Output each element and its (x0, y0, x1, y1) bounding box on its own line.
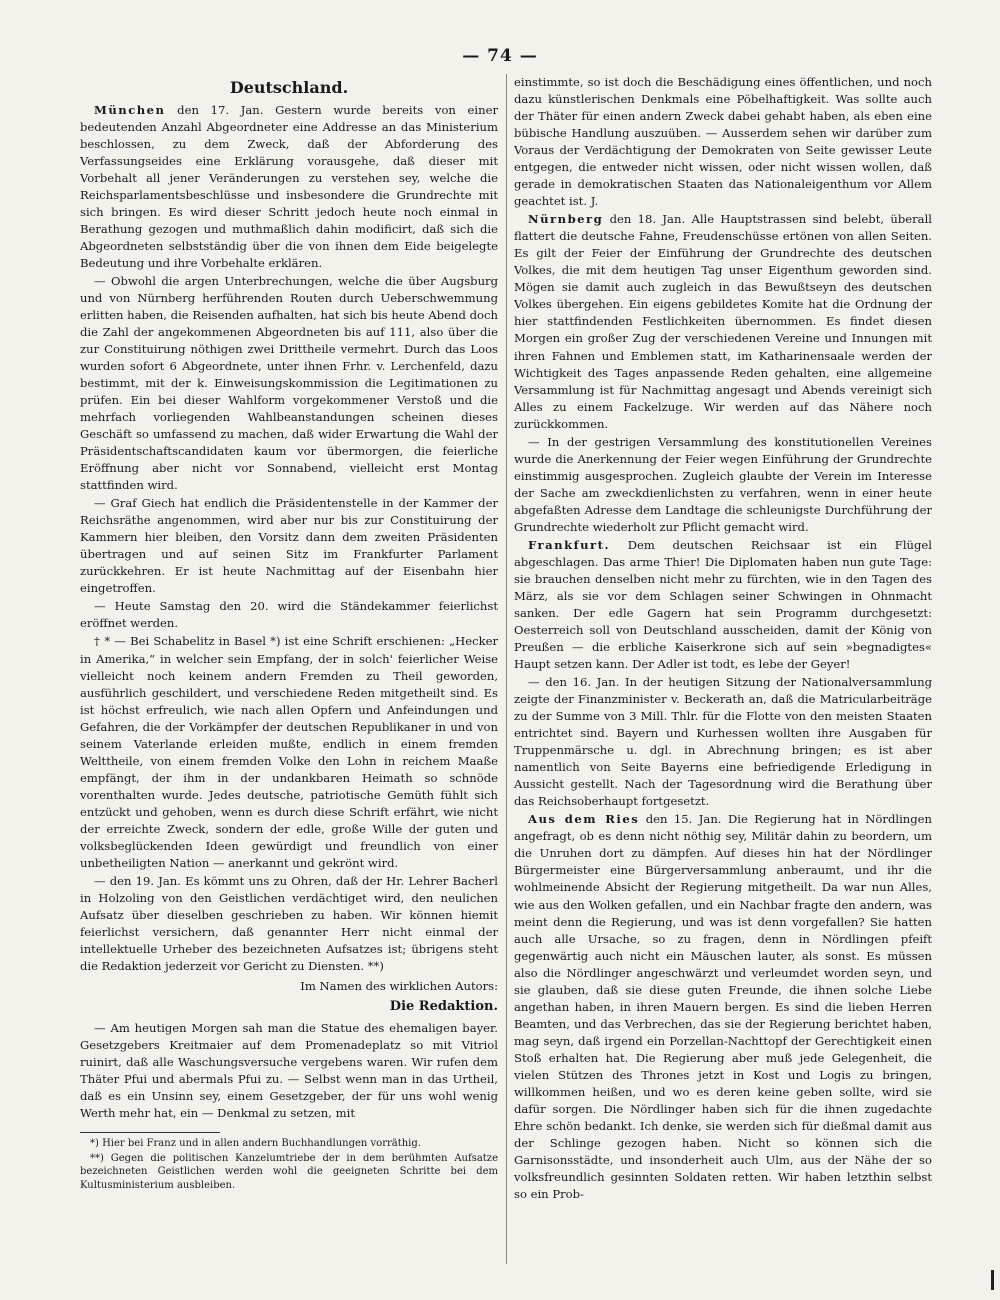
article-text: den 15. Jan. Die Regierung hat in Nördlingen angefragt, ob es denn nicht nöthig sey, Militär dahin zu beordern, um die Unruhen dort zu dämpfen. Auf dieses hin hat der Nördlinger Bürgermeister eine Bürgerversammlung anberaumt, und ihr die wohlmeinende Absicht der Regierung mitgetheilt. Da war nun Alles, wie aus den Wolken gefallen, und ein Nachbar fragte den andern, was meint denn die Regierung, und was ist denn vorgefallen? Sie hatten auch alle Ursache, so zu fragen, denn in Nördlingen pfeift gegenwärtig auch nicht ein Mäuschen lauter, als sonst. Es müssen also die Nördlinger angeschwärzt und verleumdet worden seyn, und sie glauben, daß sie diese guten Freunde, die ihnen solche Liebe angethan haben, in ihren Mauern bergen. Es sind die lieben Herren Beamten, und das Verbrechen, das sie der Regierung berichtet haben, mag seyn, daß irgend ein Porzellan-Nachttopf der Gerechtigkeit einen Stoß erhalten hat. Die Regierung aber muß jede Gelegenheit, die vielen Stützen des Thrones jetzt in Kost und Logis zu bringen, willkommen heißen, und wo es deren keine geben sollte, wird sie dafür sorgen. Die Nördlinger haben sich für die ihnen zugedachte Ehre schön bedankt. Ich denke, sie werden sich für dießmal damit aus der Schlinge gezogen haben. Nicht so können sich die Garnisonsstädte, und insonderheit auch Ulm, aus der Nähe der so volksfreundlich gesinnten Soldaten retten. Wir haben letzthin selbst so ein Prob- (514, 812, 932, 1202)
signature: Die Redaktion. (389, 999, 498, 1015)
article-nationalversammlung (514, 674, 932, 810)
article-text: den 17. Jan. Gestern wurde bereits von einer bedeutenden Anzahl Abgeordneter eine Addresse an das Ministerium beschlossen, zu dem Zweck, daß der Abforderung des Verfassungseides eine Erklärung vorausgehe, daß dieser mit Vorbehalt all jener Veränderungen zu verstehen sey, welche die Reichsparlamentsbeschlüsse und insbesondere die Grundrechte mit sich bringen. Es wird dieser Schritt jedoch heute noch einmal in Berathung gezogen und muthmaßlich dahin modificirt, daß sich die Abgeordneten selbstständig über die von ihnen dem Eide beigelegte Bedeutung und ihre Vorbehalte erklären. (80, 102, 498, 270)
article-text: — den 16. Jan. In der heutigen Sitzung der Nationalversammlung zeigte der Finanzminister v. Beckerath an, daß die Matricularbeiträge zu der Summe von 3 Mill. Thlr. für die Flotte von den meisten Staaten entrichtet sind. Bayern und Kurhessen wollten ihre Ausgaben für Truppenmärsche u. dgl. in Abrechnung bringen; es ist aber namentlich von Seite Bayerns eine befriedigende Erledigung in Aussicht gestellt. Nach der Tagesordnung wird die Berathung über das Reichsoberhaupt fortgesetzt. (514, 675, 932, 809)
article-text: — Am heutigen Morgen sah man die Statue des ehemaligen bayer. Gesetzgebers Kreitmaier auf dem Promenadeplatz so mit Vitriol ruinirt, daß alle Waschungsversuche vergebens waren. Wir rufen dem Thäter Pfui und abermals Pfui zu. — Selbst wenn man in das Urtheil, daß es ein Unsinn sey, einem Gesetzgeber, der für uns wohl wenig Werth mehr hat, ein — Denkmal zu setzen, mit (80, 1021, 498, 1121)
article-text: — In der gestrigen Versammlung des konstitutionellen Vereines wurde die Anerkennung der Feier wegen Einführung der Grundrechte einstimmig ausgesprochen. Zugleich glaubte der Verein im Interesse der Sache am zweckdienlichsten zu verfahren, wenn in einer heute abgefaßten Adresse dem Landtage die schleunigste Durchführung der Grundrechte wiederholt zur Pflicht gemacht wird. (514, 434, 932, 534)
article-hecker (80, 633, 498, 871)
article-paragraph (80, 102, 498, 272)
scan-edge-mark (991, 1270, 994, 1290)
article-abgeordnete (80, 273, 498, 494)
dateline-place: Aus dem Ries (528, 812, 640, 827)
dateline-place: München (94, 102, 166, 117)
article-denkmal-continued (514, 74, 932, 210)
dateline-place: Frankfurt. (528, 537, 611, 552)
article-bacherl (80, 873, 498, 1016)
article-ries (514, 811, 932, 1203)
dateline-place: Nürnberg (528, 212, 604, 227)
article-paragraph (514, 811, 932, 1203)
article-frankfurt (514, 537, 932, 673)
article-nuernberg (514, 211, 932, 432)
footnotes (80, 1137, 498, 1192)
signature-lead: Im Namen des wirklichen Autors: (300, 979, 498, 994)
article-paragraph (514, 211, 932, 432)
right-column (514, 74, 932, 1274)
article-graf-giech (80, 495, 498, 597)
footnote: **) Gegen die politischen Kanzelumtriebe der in dem berühmten Aufsatze bezeichneten Geistlichen werden wohl die geeigneten Schritte bei dem Kultusministerium ausbleiben. (80, 1152, 498, 1191)
page-number: — 74 — (462, 46, 538, 66)
article-text: — Obwohl die argen Unterbrechungen, welche die über Augsburg und von Nürnberg herführenden Routen durch Ueberschwemmung erlitten haben, die Reisenden aufhalten, hat sich bis heute Abend doch die Zahl der angekommenen Abgeordneten bis auf 111, also über die zur Constituirung nöthigen zwei Drittheile vermehrt. Durch das Loos wurden sofort 6 Abgeordnete, unter ihnen Frhr. v. Lerchenfeld, dazu bestimmt, mit der k. Einweisungskommission die Legitimationen zu prüfen. Ein bei dieser Wahlform vorgekommener Verstoß und die mehrfach vorliegenden Wahlbeanstandungen scheinen dieses Geschäft so umfassend zu machen, daß wider Erwartung die Wahl der Präsidentschaftscandidaten kaum vor übermorgen, die feierliche Eröffnung aber nicht vor Sonnabend, vielleicht erst Montag stattfinden wird. (80, 273, 498, 493)
article-text: einstimmte, so ist doch die Beschädigung eines öffentlichen, und noch dazu künstlerischen Denkmals eine Pöbelhaftigkeit. Was sollte auch der Thäter für einen andern Zweck dabei gehabt haben, als eben eine bübische Handlung auszuüben. — Ausserdem sehen wir darüber zum Voraus der Verdächtigung der Demokraten von Seite gewisser Leute entgegen, die entweder nicht wissen, oder nicht wissen wollen, daß gerade in demokratischen Staaten das Nationaleigenthum vor Allem geachtet ist. J. (514, 75, 932, 209)
article-paragraph (514, 537, 932, 673)
article-kreitmaier (80, 1020, 498, 1122)
article-text: den 18. Jan. Alle Hauptstrassen sind belebt, überall flattert die deutsche Fahne, Freudenschüsse ertönen von allen Seiten. Es gilt der Feier der Einführung der Grundrechte des deutschen Volkes, die mit dem heutigen Tag unser Eigenthum geworden sind. Mögen sie damit auch zugleich in das Bewußtseyn des deutschen Volkes übergehen. Ein eigens gebildetes Komite hat die Ordnung der hier stattfindenden Festlichkeiten übernommen. Es findet diesen Morgen ein großer Zug der verschiedenen Vereine und Innungen mit ihren Fahnen und Emblemen statt, im Katharinensaale werden der Wichtigkeit des Tages anpassende Reden gehalten, eine allgemeine Versammlung ist für Nachmittag angesagt und Abends vereinigt sich Alles zu einem Fackelzuge. Wir werden auf das Nähere noch zurückkommen. (514, 212, 932, 431)
footnote: *) Hier bei Franz und in allen andern Buchhandlungen vorräthig. (90, 1138, 421, 1150)
article-staendekammer (80, 598, 498, 632)
article-verein (514, 434, 932, 536)
article-text: — Graf Giech hat endlich die Präsidentenstelle in der Kammer der Reichsräthe angenommen, wird aber nur bis zur Constituirung der Kammern hier bleiben, den Vorsitz dann dem zweiten Präsidenten übertragen und auf seinen Sitz im Frankfurter Parlament zurückkehren. Er ist heute Nachmittag auf der Eisenbahn hier eingetroffen. (80, 496, 498, 596)
article-text: † * — Bei Schabelitz in Basel *) ist eine Schrift erschienen: „Hecker in Amerika,“ in welcher sein Empfang, der in solch' feierlicher Weise vielleicht noch keinem andern Fremden zu Theil geworden, ausführlich geschildert, und verschiedene Reden mitgetheilt sind. Es ist höchst erfreulich, wie nach allen Opfern und Anfeindungen und Gefahren, die der Vorkämpfer der deutschen Republikaner in und von seinem Vaterlande erleiden mußte, endlich in einem fremden Welttheile, von einem fremden Volke den Lohn in reichem Maaße empfängt, der ihm in der undankbaren Heimath so schnöde vorenthalten wurde. Jedes deutsche, patriotische Gemüth fühlt sich entzückt und gehoben, wenn es durch diese Schrift erfährt, wie nicht der erreichte Zweck, sondern der edle, große Wille der guten und volksbeglückenden Ideen gewürdigt und freundlich von einer unbetheiligten Nation — anerkannt und gekrönt wird. (80, 634, 498, 870)
article-text: — Heute Samstag den 20. wird die Ständekammer feierlichst eröffnet werden. (80, 599, 498, 631)
article-text: — den 19. Jan. Es kömmt uns zu Ohren, daß der Hr. Lehrer Bacherl in Holzoling von den Geistlichen verdächtiget wird, den neulichen Aufsatz über dieselben geschrieben zu haben. Wir können hiemit feierlichst versichern, daß genannter Herr nicht einmal der intellektuelle Urheber des bezeichneten Aufsatzes ist; übrigens steht die Redaktion jederzeit vor Gericht zu Diensten. **) (80, 873, 498, 974)
footnote-rule (80, 1132, 220, 1133)
column-divider (506, 74, 507, 1264)
section-heading: Deutschland. (229, 78, 349, 97)
article-muenchen (80, 102, 498, 272)
article-text: Dem deutschen Reichsaar ist ein Flügel abgeschlagen. Das arme Thier! Die Diplomaten haben nun gute Tage: sie brauchen denselben nicht mehr zu fürchten, wie in den Tagen des März, als sie vor dem Schlagen seiner Schwingen in Ohnmacht sanken. Der edle Gagern hat sein Programm durchgesetzt: Oesterreich soll von Deutschland ausscheiden, damit der König von Preußen — die erbliche Kaiserkrone sich auf sein »begnadigtes« Haupt setzen kann. Der Adler ist todt, es lebe der Geyer! (514, 537, 932, 672)
left-column (80, 74, 498, 1274)
